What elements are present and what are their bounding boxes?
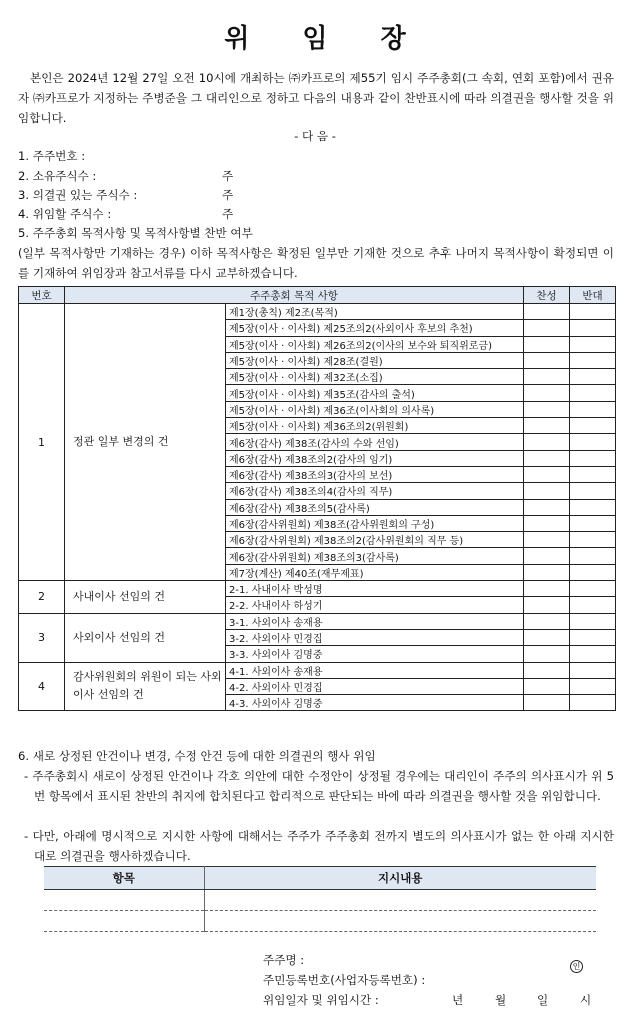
- approve-cell[interactable]: [524, 304, 570, 320]
- oppose-cell[interactable]: [570, 613, 616, 629]
- unit-label: 주: [222, 169, 234, 183]
- month-label: 월: [495, 993, 507, 1007]
- agenda-sub-item: 4-1. 사외이사 송재용: [226, 662, 524, 678]
- oppose-cell[interactable]: [570, 548, 616, 564]
- approve-cell[interactable]: [524, 613, 570, 629]
- oppose-cell[interactable]: [570, 336, 616, 352]
- oppose-cell[interactable]: [570, 466, 616, 482]
- agenda-body: [19, 304, 616, 711]
- header-number: 번호: [19, 287, 65, 304]
- shareholder-name-label: 주주명 :: [263, 953, 305, 967]
- item-voting-shares: 3. 의결권 있는 주식수 :: [18, 188, 138, 202]
- oppose-cell[interactable]: [570, 450, 616, 466]
- agenda-row: [19, 304, 616, 320]
- document-title: 위 임 장: [224, 24, 428, 54]
- seal-mark: [570, 954, 583, 973]
- agenda-number: 2: [19, 581, 65, 614]
- agenda-sub-item: 제1장(총칙) 제2조(목적): [226, 304, 524, 320]
- instr-content-cell[interactable]: [204, 890, 596, 911]
- oppose-cell[interactable]: [570, 662, 616, 678]
- approve-cell[interactable]: [524, 695, 570, 711]
- agenda-sub-item: 제7장(계산) 제40조(재무제표): [226, 564, 524, 580]
- item-agenda-heading: 5. 주주총회 목적사항 및 목적사항별 찬반 여부: [18, 226, 253, 240]
- oppose-cell[interactable]: [570, 629, 616, 645]
- agenda-row: [19, 613, 616, 629]
- agenda-row: [19, 581, 616, 597]
- agenda-sub-item: 제6장(감사) 제38조의2(감사의 임기): [226, 450, 524, 466]
- intro-paragraph: 본인은 2024년 12월 27일 오전 10시에 개최하는 ㈜카프로의 제55기 임시 주주총회(그 속회, 연회 포함)에서 권유자 ㈜카프로가 지정하는 주병준을 그 대리인으로 정하고 다음의 내용과 같이 찬반표시에 따라 의결권을 행사할 것을 위임합니다.: [18, 71, 614, 125]
- section6-bullet-1: - 주주총회시 새로이 상정된 안건이나 각호 의안에 대한 수정안이 상정될 경우에는 대리인이 주주의 의사표시가 위 5번 항목에서 표시된 찬반의 취지에 합치된다고 합리적으로 판단되는 바에 따라 의결권을 행사할 것을 위임합니다.: [24, 769, 614, 803]
- oppose-cell[interactable]: [570, 304, 616, 320]
- agenda-table: [18, 286, 616, 711]
- approve-cell[interactable]: [524, 564, 570, 580]
- approve-cell[interactable]: [524, 385, 570, 401]
- approve-cell[interactable]: [524, 515, 570, 531]
- agenda-sub-item: 제5장(이사 · 이사회) 제26조의2(이사의 보수와 퇴직위로금): [226, 336, 524, 352]
- instr-header-item: 항목: [44, 867, 204, 890]
- instr-content-cell[interactable]: [204, 911, 596, 932]
- agenda-sub-item: 제6장(감사위원회) 제38조(감사위원회의 구성): [226, 515, 524, 531]
- agenda-sub-item: 2-2. 사내이사 하성기: [226, 597, 524, 613]
- agenda-sub-item: 3-3. 사외이사 김명중: [226, 646, 524, 662]
- agenda-sub-item: 제6장(감사) 제38조의3(감사의 보선): [226, 466, 524, 482]
- instr-header-content: 지시내용: [204, 867, 596, 890]
- agenda-sub-item: 4-3. 사외이사 김명중: [226, 695, 524, 711]
- oppose-cell[interactable]: [570, 515, 616, 531]
- approve-cell[interactable]: [524, 369, 570, 385]
- agenda-title: 정관 일부 변경의 건: [65, 304, 226, 581]
- approve-cell[interactable]: [524, 678, 570, 694]
- agenda-sub-item: 제5장(이사 · 이사회) 제28조(결원): [226, 352, 524, 368]
- agenda-sub-item: 제5장(이사 · 이사회) 제36조(이사회의 의사록): [226, 401, 524, 417]
- approve-cell[interactable]: [524, 581, 570, 597]
- hour-label: 시: [580, 993, 592, 1007]
- oppose-cell[interactable]: [570, 385, 616, 401]
- approve-cell[interactable]: [524, 532, 570, 548]
- approve-cell[interactable]: [524, 466, 570, 482]
- approve-cell[interactable]: [524, 548, 570, 564]
- section6-heading: 6. 새로 상정된 안건이나 변경, 수정 안건 등에 대한 의결권의 행사 위임: [18, 749, 376, 763]
- oppose-cell[interactable]: [570, 695, 616, 711]
- oppose-cell[interactable]: [570, 499, 616, 515]
- item-shareholder-number: 1. 주주번호 :: [18, 149, 86, 163]
- agenda-title: 감사위원회의 위원이 되는 사외이사 선임의 건: [65, 662, 226, 711]
- instructions-table: [44, 866, 596, 932]
- agenda-sub-item: 제6장(감사위원회) 제38조의2(감사위원회의 직무 등): [226, 532, 524, 548]
- item-delegated-shares: 4. 위임할 주식수 :: [18, 207, 112, 221]
- header-agenda: 주주총회 목적 사항: [65, 287, 524, 304]
- agenda-sub-item: 제6장(감사) 제38조(감사의 수와 선임): [226, 434, 524, 450]
- agenda-sub-item: 제5장(이사 · 이사회) 제36조의2(위원회): [226, 418, 524, 434]
- oppose-cell[interactable]: [570, 320, 616, 336]
- instr-item-cell[interactable]: [44, 890, 204, 911]
- item-owned-shares: 2. 소유주식수 :: [18, 169, 97, 183]
- approve-cell[interactable]: [524, 352, 570, 368]
- oppose-cell[interactable]: [570, 401, 616, 417]
- approve-cell[interactable]: [524, 401, 570, 417]
- approve-cell[interactable]: [524, 418, 570, 434]
- agenda-number: 4: [19, 662, 65, 711]
- oppose-cell[interactable]: [570, 564, 616, 580]
- approve-cell[interactable]: [524, 434, 570, 450]
- seal-char: 인: [570, 960, 583, 973]
- agenda-sub-item: 제6장(감사) 제38조의5(감사록): [226, 499, 524, 515]
- agenda-number: 1: [19, 304, 65, 581]
- approve-cell[interactable]: [524, 629, 570, 645]
- agenda-title: 사외이사 선임의 건: [65, 613, 226, 662]
- instr-item-cell[interactable]: [44, 911, 204, 932]
- agenda-sub-item: 3-1. 사외이사 송재용: [226, 613, 524, 629]
- oppose-cell[interactable]: [570, 678, 616, 694]
- approve-cell[interactable]: [524, 450, 570, 466]
- header-oppose: 반대: [570, 287, 616, 304]
- agenda-title: 사내이사 선임의 건: [65, 581, 226, 614]
- section6-bullet-2: - 다만, 아래에 명시적으로 지시한 사항에 대해서는 주주가 주주총회 전까지 별도의 의사표시가 없는 한 아래 지시한 대로 의결권을 행사하겠습니다.: [24, 829, 614, 863]
- item-agenda-note: (일부 목적사항만 기재하는 경우) 이하 목적사항은 확정된 일부만 기재한 것으로 추후 나머지 목적사항이 확정되면 이를 기재하여 위임장과 참고서류를 다시 교부하겠습니다.: [18, 246, 614, 280]
- approve-cell[interactable]: [524, 483, 570, 499]
- unit-label: 주: [222, 207, 234, 221]
- approve-cell[interactable]: [524, 597, 570, 613]
- agenda-sub-item: 제5장(이사 · 이사회) 제35조(감사의 출석): [226, 385, 524, 401]
- da-eum-heading: - 다 음 -: [294, 129, 336, 143]
- agenda-sub-item: 4-2. 사외이사 민경집: [226, 678, 524, 694]
- oppose-cell[interactable]: [570, 483, 616, 499]
- agenda-sub-item: 2-1. 사내이사 박성명: [226, 581, 524, 597]
- oppose-cell[interactable]: [570, 369, 616, 385]
- instr-row: [44, 890, 596, 911]
- oppose-cell[interactable]: [570, 581, 616, 597]
- oppose-cell[interactable]: [570, 418, 616, 434]
- header-approve: 찬성: [524, 287, 570, 304]
- approve-cell[interactable]: [524, 646, 570, 662]
- approve-cell[interactable]: [524, 320, 570, 336]
- approve-cell[interactable]: [524, 662, 570, 678]
- agenda-row: [19, 662, 616, 678]
- oppose-cell[interactable]: [570, 597, 616, 613]
- unit-label: 주: [222, 188, 234, 202]
- agenda-sub-item: 3-2. 사외이사 민경집: [226, 629, 524, 645]
- agenda-number: 3: [19, 613, 65, 662]
- oppose-cell[interactable]: [570, 434, 616, 450]
- day-label: 일: [537, 993, 549, 1007]
- oppose-cell[interactable]: [570, 352, 616, 368]
- instr-row: [44, 911, 596, 932]
- date-label: 위임일자 및 위임시간 :: [263, 993, 379, 1007]
- id-number-label: 주민등록번호(사업자등록번호) :: [263, 973, 426, 987]
- oppose-cell[interactable]: [570, 646, 616, 662]
- oppose-cell[interactable]: [570, 532, 616, 548]
- agenda-sub-item: 제5장(이사 · 이사회) 제25조의2(사외이사 후보의 추천): [226, 320, 524, 336]
- approve-cell[interactable]: [524, 499, 570, 515]
- year-label: 년: [452, 993, 464, 1007]
- approve-cell[interactable]: [524, 336, 570, 352]
- agenda-sub-item: 제6장(감사위원회) 제38조의3(감사록): [226, 548, 524, 564]
- agenda-sub-item: 제5장(이사 · 이사회) 제32조(소집): [226, 369, 524, 385]
- agenda-sub-item: 제6장(감사) 제38조의4(감사의 직무): [226, 483, 524, 499]
